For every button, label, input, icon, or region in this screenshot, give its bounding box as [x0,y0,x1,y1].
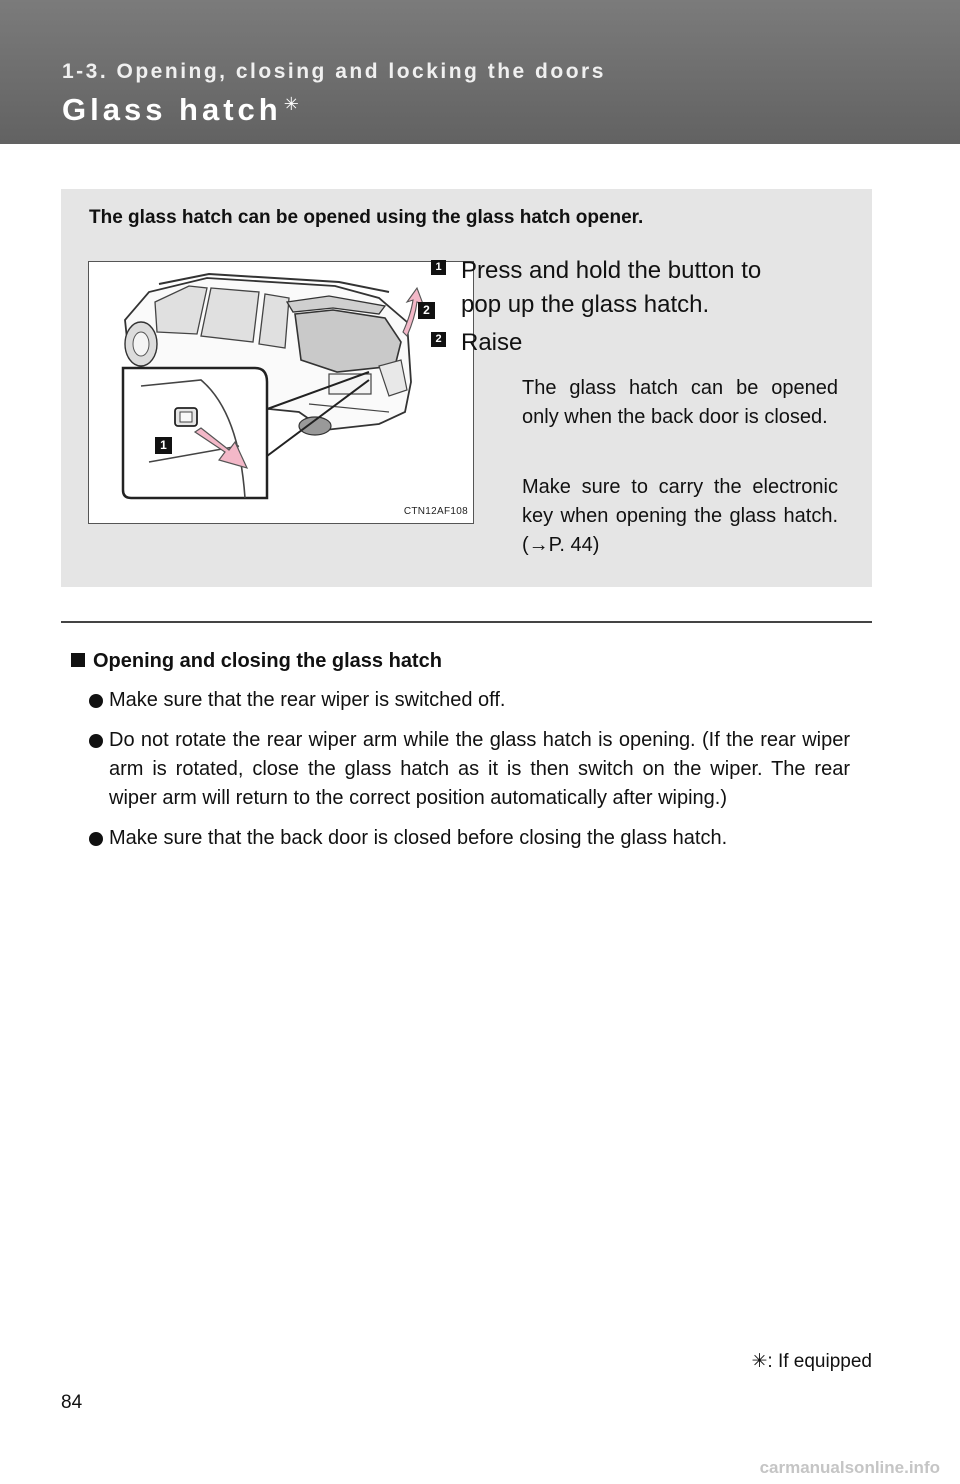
note-electronic-key: Make sure to carry the electronic key when opening the glass hatch. (→P. 44) [522,476,838,556]
page-header-band [0,0,960,144]
callout-1-badge: 1 [155,437,172,454]
step-2 [431,326,523,360]
page-number: 84 [61,1392,83,1413]
figure-code: CTN12AF108 [403,506,468,517]
step-1 [431,254,762,318]
subsection-heading [71,650,442,673]
circle-bullet-icon [89,694,103,708]
list-item [88,726,850,813]
note-back-door-closed: The glass hatch can be opened only when the back door is closed. [522,377,838,428]
list-item [88,824,850,853]
circle-bullet-icon [89,734,103,748]
section-divider [61,621,872,623]
list-item [88,686,850,715]
step-2-text: Raise [461,329,523,356]
watermark-text: carmanualsonline.info [759,1458,940,1477]
step-1-number-badge: 1 [431,260,446,275]
step-1-text: Press and hold the button to pop up the glass hatch. [461,257,762,318]
bullet-list [88,686,850,864]
page-title [62,92,303,128]
panel-lead-text: The glass hatch can be opened using the glass hatch opener. [89,207,644,228]
section-title: 1-3. Opening, closing and locking the doors [62,60,606,83]
list-item-text: Do not rotate the rear wiper arm while the glass hatch is opening. (If the rear wiper arm is rotated, close the glass hatch as it is then switch on the wiper. The rear wiper arm will return to the correct position automatically after wiping.) [109,729,850,809]
footnote-if-equipped: ✳: If equipped [751,1351,872,1372]
callout-2-badge: 2 [418,302,435,319]
subsection-heading-text: Opening and closing the glass hatch [93,650,442,672]
square-bullet-icon [71,653,85,667]
page-title-text: Glass hatch [62,92,282,127]
list-item-text: Make sure that the back door is closed before closing the glass hatch. [109,827,728,849]
vehicle-rear-drawing [89,262,474,524]
list-item-text: Make sure that the rear wiper is switched off. [109,689,506,711]
step-2-number-badge: 2 [431,332,446,347]
if-equipped-mark: ✳ [283,94,303,114]
glass-hatch-illustration [88,261,474,524]
circle-bullet-icon [89,832,103,846]
